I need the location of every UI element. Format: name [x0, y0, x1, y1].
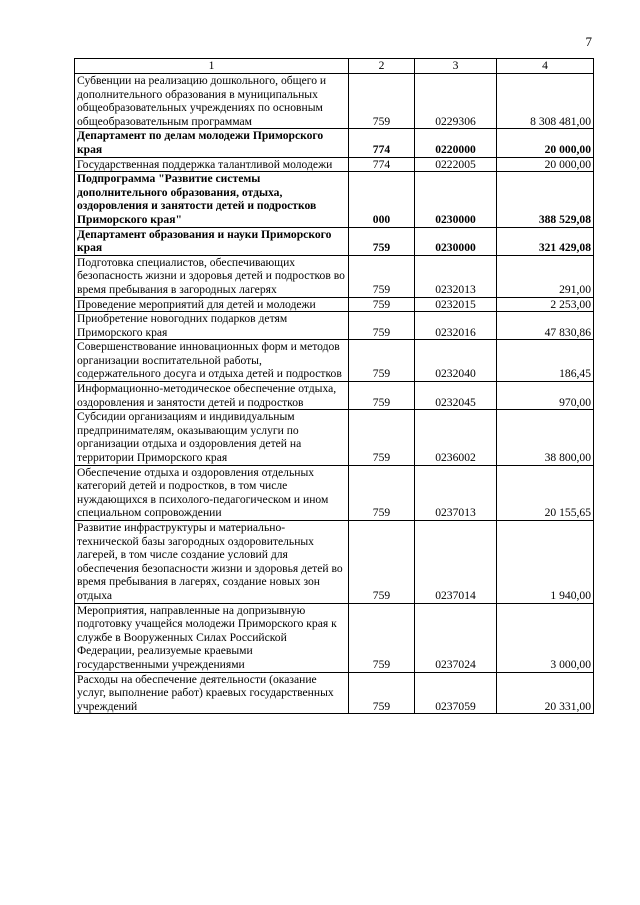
table-row — [75, 603, 594, 672]
cell-amount: 8 308 481,00 — [497, 74, 594, 129]
cell-amount: 20 331,00 — [497, 672, 594, 714]
cell-target-code: 0236002 — [415, 410, 497, 465]
cell-dept-code: 759 — [349, 521, 415, 604]
cell-target-code: 0229306 — [415, 74, 497, 129]
budget-table — [74, 58, 594, 714]
cell-target-code: 0232040 — [415, 340, 497, 382]
cell-dept-code: 774 — [349, 129, 415, 157]
column-header-code: 3 — [415, 59, 497, 74]
cell-name: Обеспечение отдыха и оздоровления отдельных категорий детей и подростков, в том числе нуждающихся в психолого-педагогическом и ином специальном сопровождении — [75, 465, 349, 520]
cell-name: Подпрограмма "Развитие системы дополнительного образования, отдыха, оздоровления и занятости детей и подростков Приморского края" — [75, 172, 349, 227]
cell-dept-code: 759 — [349, 312, 415, 340]
cell-amount: 47 830,86 — [497, 312, 594, 340]
table-row — [75, 297, 594, 312]
cell-name: Субсидии организациям и индивидуальным предпринимателям, оказывающим услуги по организации отдыха и оздоровления детей на территории Приморского края — [75, 410, 349, 465]
cell-target-code: 0237059 — [415, 672, 497, 714]
cell-name: Государственная поддержка талантливой молодежи — [75, 157, 349, 172]
cell-target-code: 0232045 — [415, 382, 497, 410]
cell-name: Приобретение новогодних подарков детям Приморского края — [75, 312, 349, 340]
cell-dept-code: 000 — [349, 172, 415, 227]
cell-target-code: 0222005 — [415, 157, 497, 172]
cell-amount: 186,45 — [497, 340, 594, 382]
column-header-name: 1 — [75, 59, 349, 74]
cell-target-code: 0237013 — [415, 465, 497, 520]
cell-amount: 1 940,00 — [497, 521, 594, 604]
cell-dept-code: 759 — [349, 227, 415, 255]
table-row — [75, 340, 594, 382]
cell-amount: 3 000,00 — [497, 603, 594, 672]
cell-amount: 388 529,08 — [497, 172, 594, 227]
cell-name: Мероприятия, направленные на допризывную подготовку учащейся молодежи Приморского края к службе в Вооруженных Силах Российской Федерации, реализуемые краевыми государственными учреждениями — [75, 603, 349, 672]
cell-amount: 2 253,00 — [497, 297, 594, 312]
cell-target-code: 0232013 — [415, 255, 497, 297]
cell-name: Проведение мероприятий для детей и молодежи — [75, 297, 349, 312]
cell-amount: 291,00 — [497, 255, 594, 297]
cell-target-code: 0232016 — [415, 312, 497, 340]
cell-name: Совершенствование инновационных форм и методов организации воспитательной работы, содержательного досуга и отдыха детей и подростков — [75, 340, 349, 382]
cell-name: Информационно-методическое обеспечение отдыха, оздоровления и занятости детей и подростков — [75, 382, 349, 410]
cell-target-code: 0232015 — [415, 297, 497, 312]
cell-amount: 38 800,00 — [497, 410, 594, 465]
table-row — [75, 312, 594, 340]
table-row — [75, 465, 594, 520]
cell-name: Расходы на обеспечение деятельности (оказание услуг, выполнение работ) краевых государственных учреждений — [75, 672, 349, 714]
cell-dept-code: 759 — [349, 465, 415, 520]
column-header-amount: 4 — [497, 59, 594, 74]
cell-target-code: 0230000 — [415, 172, 497, 227]
table-row — [75, 74, 594, 129]
cell-dept-code: 759 — [349, 297, 415, 312]
cell-amount: 20 155,65 — [497, 465, 594, 520]
cell-name: Субвенции на реализацию дошкольного, общего и дополнительного образования в муниципальных общеобразовательных учреждениях по основным общеобразовательным программам — [75, 74, 349, 129]
table-row — [75, 129, 594, 157]
column-header-dept: 2 — [349, 59, 415, 74]
cell-name: Департамент образования и науки Приморского края — [75, 227, 349, 255]
cell-name: Развитие инфраструктуры и материально-технической базы загородных оздоровительных лагерей, в том числе создание условий для обеспечения безопасности жизни и здоровья детей во время пребывания в лагерях, создание новых зон отдыха — [75, 521, 349, 604]
cell-dept-code: 759 — [349, 255, 415, 297]
cell-dept-code: 759 — [349, 603, 415, 672]
cell-dept-code: 774 — [349, 157, 415, 172]
cell-dept-code: 759 — [349, 410, 415, 465]
cell-amount: 20 000,00 — [497, 157, 594, 172]
table-row — [75, 672, 594, 714]
cell-target-code: 0230000 — [415, 227, 497, 255]
table-row — [75, 521, 594, 604]
cell-target-code: 0237014 — [415, 521, 497, 604]
cell-dept-code: 759 — [349, 340, 415, 382]
cell-target-code: 0237024 — [415, 603, 497, 672]
table-row — [75, 410, 594, 465]
table-row — [75, 172, 594, 227]
table-body — [75, 74, 594, 714]
table-row — [75, 227, 594, 255]
cell-dept-code: 759 — [349, 382, 415, 410]
cell-target-code: 0220000 — [415, 129, 497, 157]
table-header-row — [75, 59, 594, 74]
table-row — [75, 157, 594, 172]
cell-name: Департамент по делам молодежи Приморского края — [75, 129, 349, 157]
cell-amount: 20 000,00 — [497, 129, 594, 157]
page-number: 7 — [585, 34, 592, 49]
cell-amount: 970,00 — [497, 382, 594, 410]
cell-dept-code: 759 — [349, 74, 415, 129]
table-row — [75, 255, 594, 297]
table-row — [75, 382, 594, 410]
cell-name: Подготовка специалистов, обеспечивающих безопасность жизни и здоровья детей и подростков во время пребывания в загородных лагерях — [75, 255, 349, 297]
cell-dept-code: 759 — [349, 672, 415, 714]
cell-amount: 321 429,08 — [497, 227, 594, 255]
